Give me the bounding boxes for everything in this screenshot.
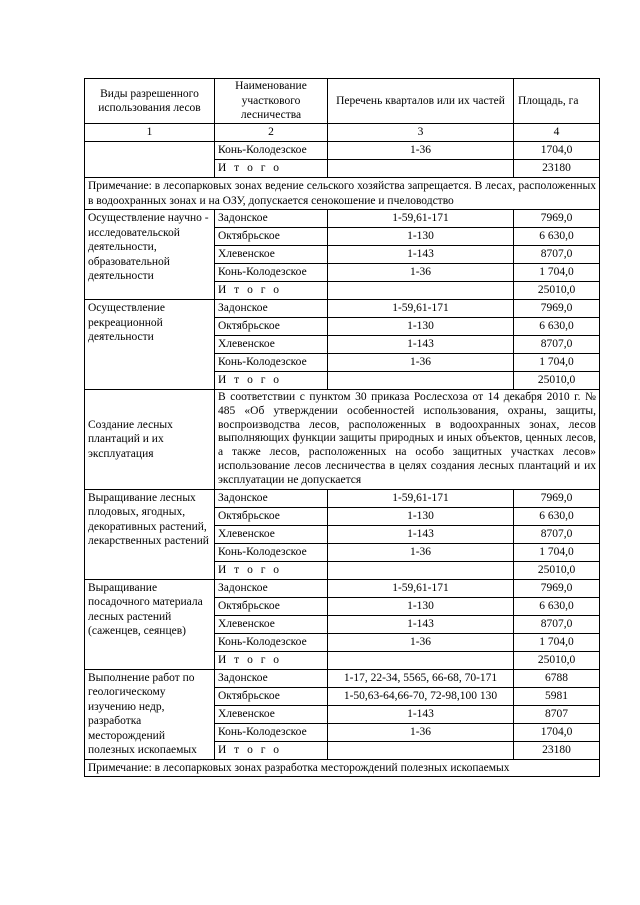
area-value: 1704,0 bbox=[514, 142, 600, 160]
column-number: 3 bbox=[328, 124, 514, 142]
quarters-list: 1-36 bbox=[328, 723, 514, 741]
table-row bbox=[85, 489, 600, 507]
forestry-name: Октябрьское bbox=[215, 318, 328, 336]
quarters-list bbox=[328, 282, 514, 300]
header-forestry-name: Наименование участкового лесничества bbox=[215, 79, 328, 124]
header-area: Площадь, га bbox=[514, 79, 600, 124]
column-number: 2 bbox=[215, 124, 328, 142]
note-text: Примечание: в лесопарковых зонах ведение сельского хозяйства запрещается. В лесах, расположенных в водоохранных зонах и на ОЗУ, допускается сенокошение и пчеловодство bbox=[85, 178, 600, 210]
quarters-list: 1-130 bbox=[328, 597, 514, 615]
area-value: 7969,0 bbox=[514, 579, 600, 597]
quarters-list: 1-50,63-64,66-70, 72-98,100 130 bbox=[328, 687, 514, 705]
use-type-cell: Выращивание лесных плодовых, ягодных, декоративных растений, лекарственных растений bbox=[85, 489, 215, 579]
area-value: 1 704,0 bbox=[514, 354, 600, 372]
header-row bbox=[85, 79, 600, 124]
quarters-list: 1-130 bbox=[328, 228, 514, 246]
area-value: 25010,0 bbox=[514, 651, 600, 669]
use-type-cell: Выполнение работ по геологическому изучению недр, разработка месторождений полезных ископаемых bbox=[85, 669, 215, 759]
total-label: И т о г о bbox=[215, 651, 328, 669]
quarters-list: 1-36 bbox=[328, 142, 514, 160]
forestry-name: Задонское bbox=[215, 300, 328, 318]
column-number: 1 bbox=[85, 124, 215, 142]
forestry-name: Конь-Колодезское bbox=[215, 633, 328, 651]
quarters-list: 1-143 bbox=[328, 525, 514, 543]
quarters-list: 1-36 bbox=[328, 633, 514, 651]
column-number-row bbox=[85, 124, 600, 142]
quarters-list: 1-36 bbox=[328, 543, 514, 561]
note-row bbox=[85, 178, 600, 210]
use-type-cell: Выращивание посадочного материала лесных растений (саженцев, сеянцев) bbox=[85, 579, 215, 669]
forestry-name: Задонское bbox=[215, 579, 328, 597]
area-value: 25010,0 bbox=[514, 372, 600, 390]
area-value: 5981 bbox=[514, 687, 600, 705]
table-row bbox=[85, 142, 600, 160]
column-number: 4 bbox=[514, 124, 600, 142]
quarters-list bbox=[328, 372, 514, 390]
quarters-list: 1-59,61-171 bbox=[328, 300, 514, 318]
area-value: 7969,0 bbox=[514, 210, 600, 228]
quarters-list: 1-17, 22-34, 5565, 66-68, 70-171 bbox=[328, 669, 514, 687]
area-value: 7969,0 bbox=[514, 300, 600, 318]
area-value: 8707,0 bbox=[514, 246, 600, 264]
use-type-cell bbox=[85, 142, 215, 178]
forestry-name: Конь-Колодезское bbox=[215, 543, 328, 561]
forestry-name: Октябрьское bbox=[215, 687, 328, 705]
total-label: И т о г о bbox=[215, 561, 328, 579]
quarters-list bbox=[328, 651, 514, 669]
area-value: 7969,0 bbox=[514, 489, 600, 507]
header-use-type: Виды разрешенного использования лесов bbox=[85, 79, 215, 124]
table-row bbox=[85, 669, 600, 687]
forestry-name: Октябрьское bbox=[215, 228, 328, 246]
area-value: 8707,0 bbox=[514, 615, 600, 633]
area-value: 25010,0 bbox=[514, 282, 600, 300]
table-row bbox=[85, 210, 600, 228]
forestry-name: Хлевенское bbox=[215, 336, 328, 354]
area-value: 6 630,0 bbox=[514, 318, 600, 336]
table-row bbox=[85, 390, 600, 490]
forestry-name: Задонское bbox=[215, 489, 328, 507]
quarters-list: 1-59,61-171 bbox=[328, 579, 514, 597]
note-text: Примечание: в лесопарковых зонах разработка месторождений полезных ископаемых bbox=[85, 759, 600, 777]
note-row bbox=[85, 759, 600, 777]
forestry-name: Хлевенское bbox=[215, 705, 328, 723]
area-value: 8707,0 bbox=[514, 525, 600, 543]
quarters-list: 1-143 bbox=[328, 705, 514, 723]
area-value: 1 704,0 bbox=[514, 543, 600, 561]
forest-use-table bbox=[84, 78, 600, 777]
quarters-list: 1-143 bbox=[328, 246, 514, 264]
use-type-cell: Осуществление научно - исследовательской деятельности, образовательной деятельности bbox=[85, 210, 215, 300]
forestry-name: Задонское bbox=[215, 210, 328, 228]
area-value: 6 630,0 bbox=[514, 228, 600, 246]
forestry-name: Задонское bbox=[215, 669, 328, 687]
area-value: 6 630,0 bbox=[514, 507, 600, 525]
quarters-list: 1-59,61-171 bbox=[328, 489, 514, 507]
area-value: 1 704,0 bbox=[514, 633, 600, 651]
use-type-cell: Создание лесных плантаций и их эксплуатация bbox=[85, 390, 215, 490]
quarters-list: 1-143 bbox=[328, 615, 514, 633]
total-label: И т о г о bbox=[215, 160, 328, 178]
quarters-list bbox=[328, 160, 514, 178]
forestry-name: Октябрьское bbox=[215, 507, 328, 525]
forestry-name: Хлевенское bbox=[215, 525, 328, 543]
use-type-cell: Осуществление рекреационной деятельности bbox=[85, 300, 215, 390]
quarters-list: 1-130 bbox=[328, 507, 514, 525]
quarters-list bbox=[328, 741, 514, 759]
area-value: 8707,0 bbox=[514, 336, 600, 354]
total-label: И т о г о bbox=[215, 282, 328, 300]
area-value: 6 630,0 bbox=[514, 597, 600, 615]
forestry-name: Конь-Колодезское bbox=[215, 142, 328, 160]
forestry-name: Хлевенское bbox=[215, 246, 328, 264]
total-label: И т о г о bbox=[215, 372, 328, 390]
table-row bbox=[85, 579, 600, 597]
area-value: 25010,0 bbox=[514, 561, 600, 579]
header-quarters: Перечень кварталов или их частей bbox=[328, 79, 514, 124]
area-value: 23180 bbox=[514, 160, 600, 178]
forestry-name: Конь-Колодезское bbox=[215, 264, 328, 282]
forestry-name: Конь-Колодезское bbox=[215, 723, 328, 741]
quarters-list bbox=[328, 561, 514, 579]
quarters-list: 1-130 bbox=[328, 318, 514, 336]
legal-text: В соответствии с пунктом 30 приказа Рослесхоза от 14 декабря 2010 г. № 485 «Об утверждении особенностей использования, охраны, защиты, воспроизводства лесов, расположенных в водоохранных зонах, лесов выполняющих функции защиты природных и иных объектов, ценных лесов, а также лесов, расположенных на особо защитных участках лесов» использование лесов лесничества в целях создания лесных плантаций и их эксплуатации не допускается bbox=[215, 390, 600, 490]
quarters-list: 1-143 bbox=[328, 336, 514, 354]
area-value: 6788 bbox=[514, 669, 600, 687]
forestry-name: Октябрьское bbox=[215, 597, 328, 615]
area-value: 23180 bbox=[514, 741, 600, 759]
quarters-list: 1-36 bbox=[328, 264, 514, 282]
quarters-list: 1-36 bbox=[328, 354, 514, 372]
table-row bbox=[85, 300, 600, 318]
area-value: 1 704,0 bbox=[514, 264, 600, 282]
area-value: 1704,0 bbox=[514, 723, 600, 741]
total-label: И т о г о bbox=[215, 741, 328, 759]
area-value: 8707 bbox=[514, 705, 600, 723]
forestry-name: Хлевенское bbox=[215, 615, 328, 633]
quarters-list: 1-59,61-171 bbox=[328, 210, 514, 228]
forestry-name: Конь-Колодезское bbox=[215, 354, 328, 372]
